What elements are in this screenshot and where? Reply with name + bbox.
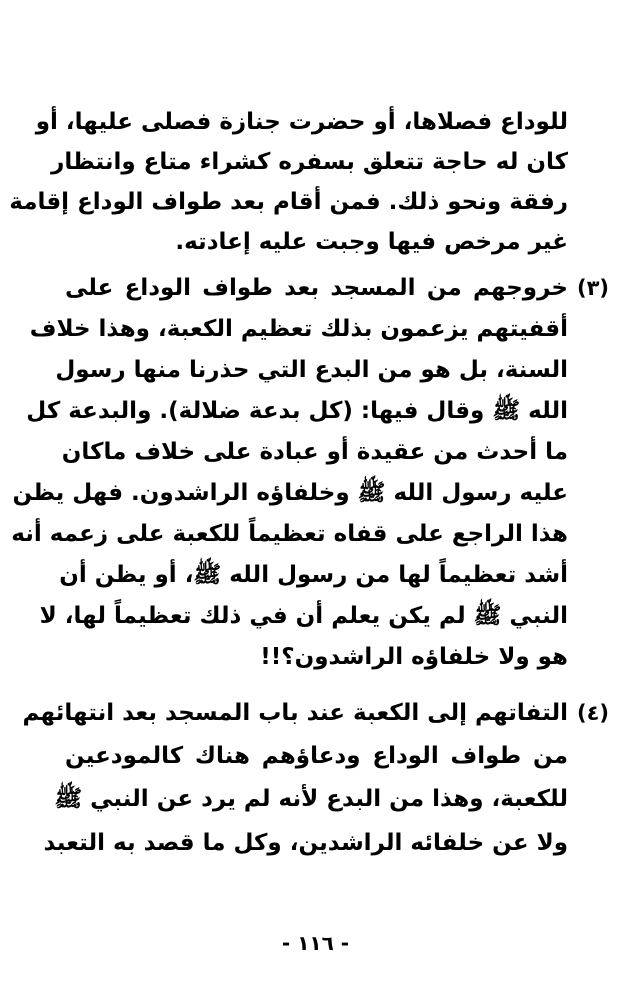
text-line: من طواف الوداع ودعاؤهم هناك كالمودعين xyxy=(65,743,568,769)
text-line: غير مرخص فيها وجبت عليه إعادته. xyxy=(175,229,568,255)
text-line: النبي ﷺ لم يكن يعلم أن في ذلك تعظيماً لها، لا xyxy=(39,603,568,629)
text-line: الله ﷺ وقال فيها: (كل بدعة ضلالة). والبدعة كل xyxy=(26,398,568,424)
text-line: رفقة ونحو ذلك. فمن أقام بعد طواف الوداع إقامة xyxy=(9,189,568,215)
text-line: هذا الراجع على قفاه تعظيماً للكعبة على زعمه أنه xyxy=(11,521,568,547)
page-number: - ١١٦ - xyxy=(281,931,350,955)
text-line: هو ولا خلفاؤه الراشدون؟!! xyxy=(260,644,568,670)
item-number: (٤) xyxy=(576,701,609,725)
text-line: كان له حاجة تتعلق بسفره كشراء متاع وانتظار xyxy=(51,149,568,175)
text-line: ولا عن خلفائه الراشدين، وكل ما قصد به التعبد xyxy=(43,830,568,856)
text-line: للوداع فصلاها، أو حضرت جنازة فصلى عليها، أو xyxy=(35,109,568,135)
item-number: (٣) xyxy=(576,276,609,300)
text-line: للكعبة، وهذا من البدع لأنه لم يرد عن النبي ﷺ xyxy=(54,786,568,812)
text-line: السنة، بل هو من البدع التي حذرنا منها رسول xyxy=(55,357,568,383)
text-line: عليه رسول الله ﷺ وخلفاؤه الراشدون. فهل يظن xyxy=(12,480,568,506)
text-line: أشد تعظيماً لها من رسول الله ﷺ، أو يظن أن xyxy=(59,562,568,588)
text-line: أقفيتهم يزعمون بذلك تعظيم الكعبة، وهذا خلاف xyxy=(29,316,568,342)
text-line: خروجهم من المسجد بعد طواف الوداع على xyxy=(65,275,568,301)
text-line: ما أحدث من عقيدة أو عبادة على خلاف ماكان xyxy=(61,439,568,465)
text-line: التفاتهم إلى الكعبة عند باب المسجد بعد انتهائهم xyxy=(22,700,568,726)
